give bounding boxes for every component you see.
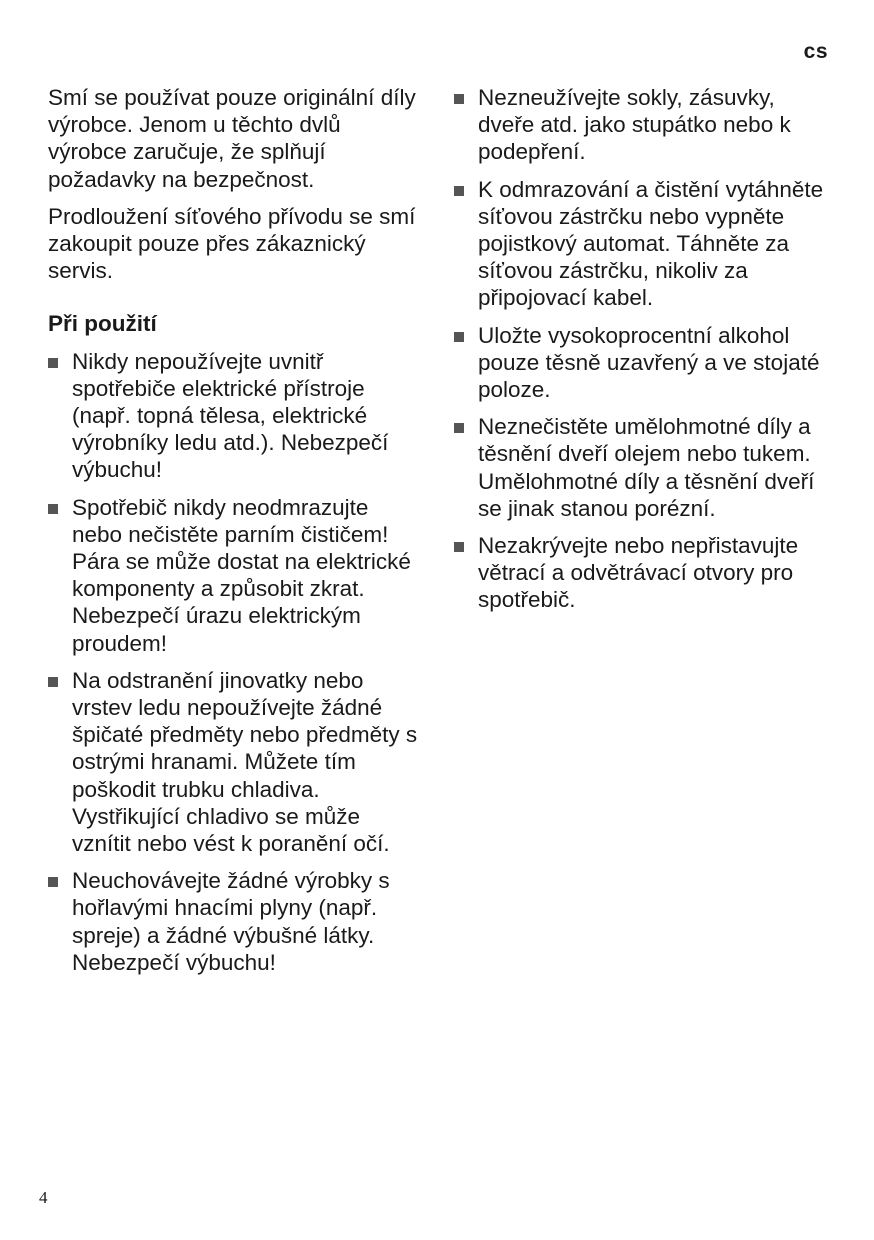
list-item-text: Neznečistěte umělohmotné díly a těsnění dveří olejem nebo tukem. Umělohmotné díly a těsnění dveří se jinak stanou porézní. [478, 414, 815, 521]
right-column [454, 84, 826, 624]
square-bullet-icon [454, 542, 464, 552]
right-bullet-list [454, 84, 826, 614]
list-item [48, 667, 420, 857]
list-item-text: K odmrazování a čistění vytáhněte síťovou zástrčku nebo vypněte pojistkový automat. Táhněte za síťovou zástrčku, nikoliv za připojovací kabel. [478, 176, 824, 311]
list-item-text: Spotřebič nikdy neodmrazujte nebo nečistěte parním čističem! Pára se může dostat na elektrické komponenty a způsobit zkrat. Nebezpečí úrazu elektrickým proudem! [72, 494, 411, 656]
language-code: cs [803, 40, 828, 63]
list-item-text: Nezneužívejte sokly, zásuvky, dveře atd. jako stupátko nebo k podepření. [478, 85, 791, 165]
list-item-text: Nikdy nepoužívejte uvnitř spotřebiče elektrické přístroje (např. topná tělesa, elektrické výrobníky ledu atd.). Nebezpečí výbuchu! [72, 348, 389, 483]
square-bullet-icon [454, 186, 464, 196]
list-item-text: Nezakrývejte nebo nepřistavujte větrací a odvětrávací otvory pro spotřebič. [478, 533, 799, 613]
section-heading-usage: Při použití [48, 311, 157, 337]
page-number: 4 [39, 1188, 48, 1207]
list-item-text: Uložte vysokoprocentní alkohol pouze těsně uzavřený a ve stojaté poloze. [478, 322, 820, 403]
left-bullet-list [48, 348, 420, 976]
list-item-text: Na odstranění jinovatky nebo vrstev ledu nepoužívejte žádné špičaté předměty nebo předměty s ostrými hranami. Můžete tím poškodit trubku chladiva. Vystřikující chladivo se může vznítit nebo vést k poranění očí. [72, 667, 418, 857]
left-column [48, 84, 420, 986]
square-bullet-icon [454, 332, 464, 342]
list-item [454, 532, 826, 614]
list-item [454, 176, 826, 312]
paragraph-power-cord-extension: Prodloužení síťového přívodu se smí zakoupit pouze přes zákaznický servis. [48, 203, 416, 284]
square-bullet-icon [454, 94, 464, 104]
list-item [48, 494, 420, 657]
square-bullet-icon [454, 423, 464, 433]
list-item [454, 322, 826, 404]
list-item-text: Neuchovávejte žádné výrobky s hořlavými hnacími plyny (např. spreje) a žádné výbušné látky. Nebezpečí výbuchu! [72, 868, 390, 975]
square-bullet-icon [48, 504, 58, 514]
list-item [454, 413, 826, 522]
square-bullet-icon [48, 358, 58, 368]
list-item [454, 84, 826, 166]
list-item [48, 348, 420, 484]
square-bullet-icon [48, 677, 58, 687]
paragraph-original-parts: Smí se používat pouze originální díly výrobce. Jenom u těchto dvlů výrobce zaručuje, že splňují požadavky na bezpečnost. [48, 85, 416, 192]
square-bullet-icon [48, 877, 58, 887]
list-item [48, 867, 420, 976]
